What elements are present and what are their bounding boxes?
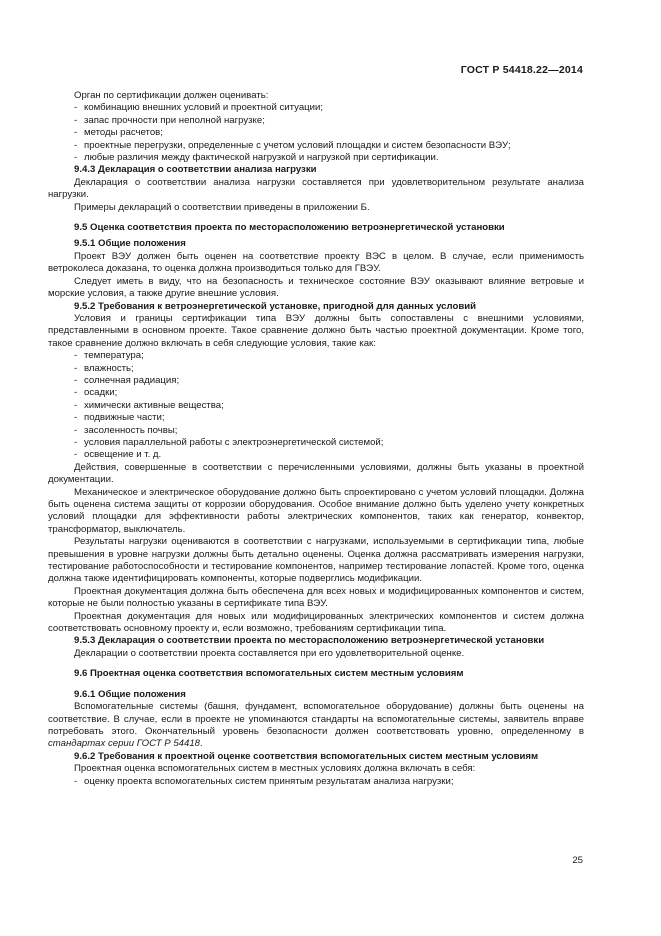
paragraph: Результаты нагрузки оцениваются в соответствии с нагрузками, используемыми в сертификации типа, любые превышения в уровне нагрузки должны быть детально оценены. Оценка должна рассматривать измерения нагрузки, тестирование работоспособности и тестирование компонентов, например тестирование лопастей. Кроме того, оценка должна также идентифицировать компоненты, которые подверглись модификации. xyxy=(48,536,584,585)
page-number: 25 xyxy=(572,855,583,866)
standard-reference: стандартах серии ГОСТ Р 54418 xyxy=(48,738,200,750)
paragraph: Проект ВЭУ должен быть оценен на соответствие проекту ВЭС в целом. В случае, если применимость ветроколеса доказана, то оценка должна производиться только для ГВЭУ. xyxy=(48,250,584,275)
paragraph: Следует иметь в виду, что на безопасность и техническое состояние ВЭУ оказывают влияние ветровые и морские условия, а также другие внешние условия. xyxy=(48,275,584,300)
list-item: - оценку проекта вспомогательных систем принятым результатам анализа нагрузки; xyxy=(74,775,454,787)
bullet-list xyxy=(48,350,584,462)
subsection-heading: 9.6.2 Требования к проектной оценке соответствия вспомогательных систем местным условиям xyxy=(74,750,539,762)
list-item: - условия параллельной работы с электроэнергетической системой; xyxy=(74,436,384,448)
subsection-heading: 9.5.3 Декларация о соответствии проекта по месторасположению ветроэнергетической установки xyxy=(74,635,545,647)
list-item: - осадки; xyxy=(74,387,118,399)
paragraph: Орган по сертификации должен оценивать: xyxy=(74,90,269,101)
list-item: - методы расчетов; xyxy=(74,127,163,139)
list-item: - засоленность почвы; xyxy=(74,424,178,436)
list-item: - любые различия между фактической нагрузкой и нагрузкой при сертификации. xyxy=(74,152,439,164)
paragraph: Механическое и электрическое оборудование должно быть спроектировано с учетом условий площадки. Должна быть оценена система защиты от коррозии оборудования. Особое внимание должно быть уделено учету конкретных условий площадки для эффективности работы электрических компонентов, таких как генератор, конвектор, трансформатор, выключатель. xyxy=(48,486,584,535)
paragraph: Декларация о соответствии анализа нагрузки составляется при удовлетворительном результате анализа нагрузки. xyxy=(48,176,584,201)
paragraph: Проектная документация для новых или модифицированных электрических компонентов и систем должна соответствовать основному проекту и, если возможно, требованиям сертификации типа. xyxy=(48,610,584,635)
bullet-list xyxy=(48,102,584,164)
bullet-list xyxy=(48,776,584,788)
list-item: - запас прочности при неполной нагрузке; xyxy=(74,114,265,126)
page-header-standard: ГОСТ Р 54418.22—2014 xyxy=(460,64,583,76)
paragraph: Действия, совершенные в соответствии с перечисленными условиями, должны быть указаны в проектной документации. xyxy=(48,461,584,486)
subsection-heading: 9.5.2 Требования к ветроэнергетической установке, пригодной для данных условий xyxy=(74,300,477,312)
list-item: - температура; xyxy=(74,350,144,362)
list-item: - комбинацию внешних условий и проектной ситуации; xyxy=(74,102,324,114)
subsection-heading: 9.5.1 Общие положения xyxy=(74,238,186,250)
paragraph: Проектная оценка вспомогательных систем в местных условиях должна включать в себя: xyxy=(74,763,476,775)
list-item: - солнечная радиация; xyxy=(74,374,180,386)
section-heading: 9.6 Проектная оценка соответствия вспомогательных систем местным условиям xyxy=(74,668,464,680)
list-item: - освещение и т. д. xyxy=(74,449,162,461)
paragraph: Условия и границы сертификации типа ВЭУ должны быть сопоставлены с внешними условиями, представленными в основном проекте. Такое сравнение должно быть частью проектной документации. Кроме того, такое сравнение должно включать в себя следующие условия, такие как: xyxy=(48,312,584,349)
list-item: - проектные перегрузки, определенные с учетом условий площадки и систем безопасности ВЭУ; xyxy=(74,139,511,151)
list-item: - химически активные вещества; xyxy=(74,399,224,411)
document-body xyxy=(48,90,584,788)
paragraph: Вспомогательные системы (башня, фундамент, вспомогательное оборудование) должны быть оценены на соответствие. В случае, если в проекте не упоминаются стандарты на вспомогательные системы, заявитель вправе потребовать этого. Окончательный уровень безопасности должен соответствовать уровню, определенному в стандартах серии ГОСТ Р 54418. xyxy=(48,701,584,750)
section-heading: 9.4.3 Декларация о соответствии анализа нагрузки xyxy=(74,164,317,176)
section-heading: 9.5 Оценка соответствия проекта по месторасположению ветроэнергетической установки xyxy=(74,222,505,234)
paragraph: Декларации о соответствии проекта составляется при его удовлетворительной оценке. xyxy=(74,647,465,659)
subsection-heading: 9.6.1 Общие положения xyxy=(74,688,186,700)
paragraph: Проектная документация должна быть обеспечена для всех новых и модифицированных компонентов и систем, которые не были полностью указаны в сертификате типа ВЭУ. xyxy=(48,585,584,610)
list-item: - влажность; xyxy=(74,362,134,374)
paragraph: Примеры деклараций о соответствии приведены в приложении Б. xyxy=(74,201,370,213)
list-item: - подвижные части; xyxy=(74,412,165,424)
